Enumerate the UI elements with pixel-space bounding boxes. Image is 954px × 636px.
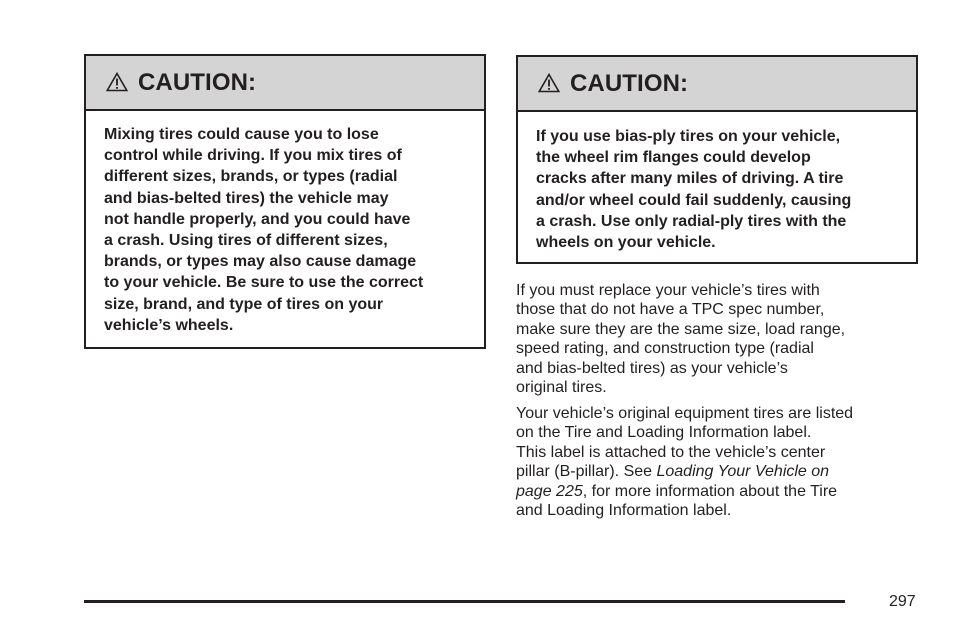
cross-reference-link[interactable]: Loading Your Vehicle on page 225 (516, 463, 830, 500)
body-paragraph-replacement: If you must replace your vehicle’s tires with those that do not have a TPC spec number, make sure they are the same size, load range, speed rating, and construction type (radial and bias-belted tires) as your vehicle’s original tires. (516, 282, 846, 397)
body-paragraph-label: Your vehicle’s original equipment tires are listed on the Tire and Loading Information label. This label is attached to the vehicle’s center pillar (B-pillar). See Loading Your Vehicle on page 225, for more information about the Tire and Loading Information label. (516, 405, 854, 520)
caution-box-bias-ply (516, 55, 918, 264)
caution-header (86, 56, 484, 111)
caution-title: CAUTION: (570, 69, 689, 97)
caution-text: If you use bias-ply tires on your vehicle, the wheel rim flanges could develop cracks after many miles of driving. A tire and/or wheel could fail suddenly, causing a crash. Use only radial-ply tires with the wheels on your vehicle. (536, 128, 852, 252)
caution-text: Mixing tires could cause you to lose control while driving. If you mix tires of different sizes, brands, or types (radial and bias-belted tires) the vehicle may not handle properly, and you could have a crash. Using tires of different sizes, brands, or types may also cause damage to your vehicle. Be sure to use the correct size, brand, and type of tires on your vehicle’s wheels. (104, 126, 424, 334)
footer-rule (84, 600, 845, 603)
caution-header (518, 57, 916, 112)
caution-box-mixing-tires (84, 54, 486, 349)
caution-title: CAUTION: (138, 68, 257, 96)
warning-triangle-icon (538, 73, 560, 93)
page-number: 297 (889, 593, 916, 610)
warning-triangle-icon (106, 72, 128, 92)
